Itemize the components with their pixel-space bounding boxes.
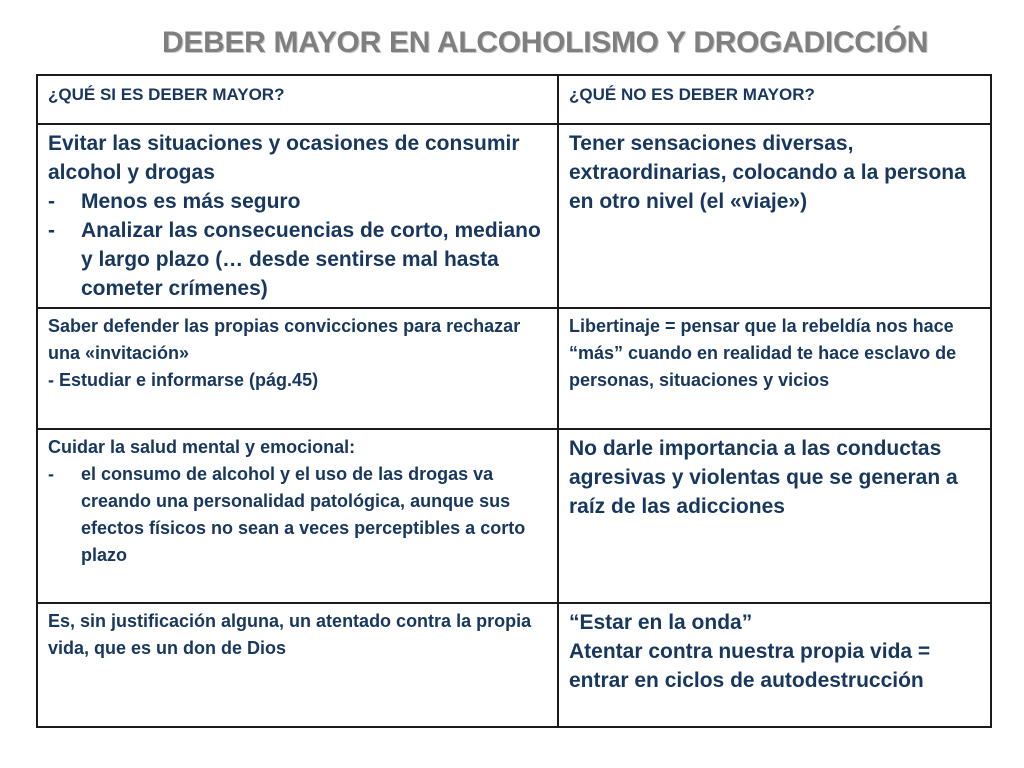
comparison-table xyxy=(36,74,992,728)
cell-text: Libertinaje = pensar que la rebeldía nos hace “más” cuando en realidad te hace esclavo de personas, situaciones y vicios xyxy=(569,316,957,390)
bullet-text: Analizar las consecuencias de corto, mediano y largo plazo (… desde sentirse mal hasta cometer crímenes) xyxy=(81,219,541,300)
table-row xyxy=(37,429,991,603)
table-cell-no xyxy=(558,308,991,429)
cell-text: Tener sensaciones diversas, extraordinarias, colocando a la persona en otro nivel (el «viaje») xyxy=(569,132,966,213)
table-cell-si xyxy=(37,603,558,727)
bullet-text: el consumo de alcohol y el uso de las drogas va creando una personalidad patológica, aunque sus efectos físicos no sean a veces perceptibles a corto plazo xyxy=(81,464,526,565)
bullet-marker: - xyxy=(48,219,55,242)
table-row xyxy=(37,124,991,308)
table-row xyxy=(37,603,991,727)
bullet-item xyxy=(48,461,547,569)
bullet-marker: - xyxy=(48,190,55,213)
cell-text: Evitar las situaciones y ocasiones de consumir alcohol y drogas xyxy=(48,132,520,184)
table-cell-no xyxy=(558,603,991,727)
cell-text: Saber defender las propias convicciones para rechazar una «invitación» xyxy=(48,316,521,363)
cell-text: No darle importancia a las conductas agresivas y violentas que se generan a raíz de las adicciones xyxy=(569,437,958,518)
table-cell-no xyxy=(558,429,991,603)
cell-text: Es, sin justificación alguna, un atentado contra la propia vida, que es un don de Dios xyxy=(48,611,532,658)
table-cell-no xyxy=(558,124,991,308)
table-cell-si xyxy=(37,308,558,429)
table-header-row xyxy=(37,75,991,124)
page-title: DEBER MAYOR EN ALCOHOLISMO Y DROGADICCIÓN xyxy=(162,26,929,59)
bullet-text: Menos es más seguro xyxy=(81,190,301,213)
table-cell-si xyxy=(37,124,558,308)
table-row xyxy=(37,308,991,429)
header-cell-si: ¿QUÉ SI ES DEBER MAYOR? xyxy=(37,75,558,124)
table-cell-si xyxy=(37,429,558,603)
header-cell-no: ¿QUÉ NO ES DEBER MAYOR? xyxy=(558,75,991,124)
bullet-marker: - xyxy=(48,464,54,484)
cell-text: “Estar en la onda” xyxy=(569,611,753,634)
bullet-item xyxy=(48,187,547,216)
bullet-item xyxy=(48,216,547,303)
cell-text: - Estudiar e informarse (pág.45) xyxy=(48,370,319,390)
cell-text: Atentar contra nuestra propia vida = entrar en ciclos de autodestrucción xyxy=(569,640,931,692)
cell-text: Cuidar la salud mental y emocional: xyxy=(48,437,356,457)
